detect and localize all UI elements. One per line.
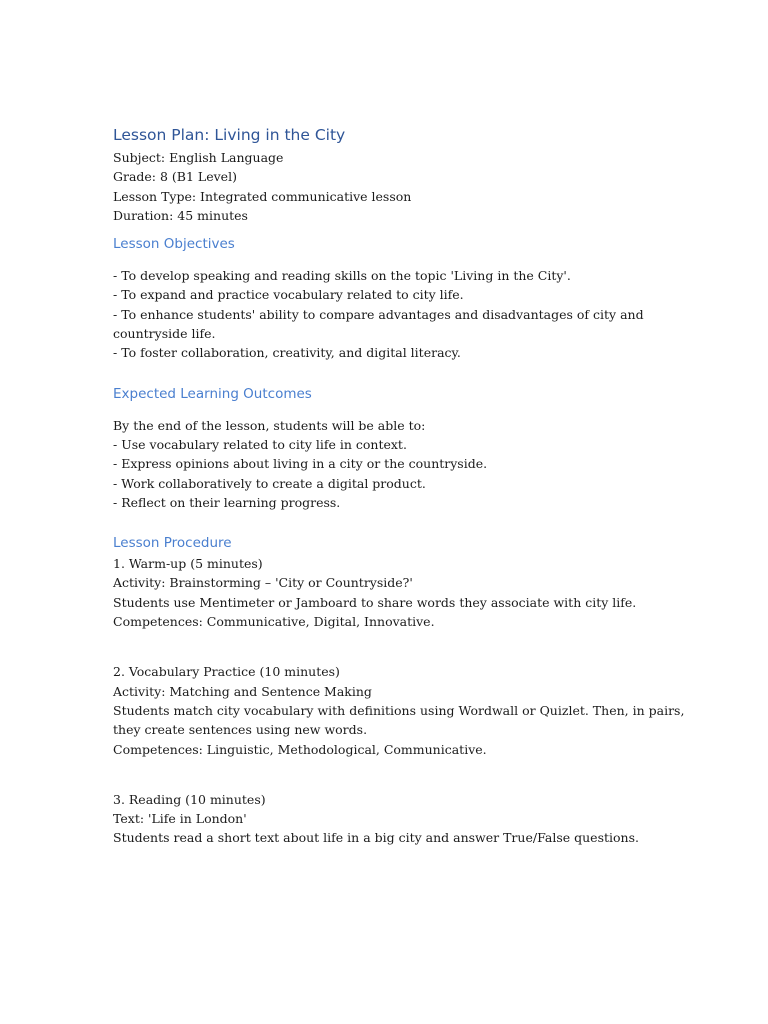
step-description-continued: they create sentences using new words. [113,722,368,738]
procedure-heading: Lesson Procedure [113,535,232,552]
step-competences: Competences: Linguistic, Methodological, Communicative. [113,741,487,757]
objective-item: - To develop speaking and reading skills on the topic 'Living in the City'. [113,268,571,284]
document-body [113,122,685,848]
step-activity: Text: 'Life in London' [113,811,247,827]
procedure-step [113,790,673,848]
step-title: 1. Warm-up (5 minutes) [113,556,263,572]
info-duration: Duration: 45 minutes [113,207,248,223]
outcome-item: - Work collaboratively to create a digital product. [113,475,426,491]
objective-item: - To foster collaboration, creativity, and digital literacy. [113,345,461,361]
objectives-heading: Lesson Objectives [113,236,235,253]
info-grade: Grade: 8 (B1 Level) [113,169,237,185]
outcomes-intro: By the end of the lesson, students will be able to: [113,417,426,433]
step-title: 2. Vocabulary Practice (10 minutes) [113,664,340,680]
objective-item: - To enhance students' ability to compare advantages and disadvantages of city and [113,306,644,322]
procedure-step [113,662,685,758]
step-description: Students match city vocabulary with definitions using Wordwall or Quizlet. Then, in pairs, [113,702,685,718]
page-title: Lesson Plan: Living in the City [113,126,346,144]
outcome-item: - Reflect on their learning progress. [113,494,341,510]
outcome-item: - Use vocabulary related to city life in context. [113,436,407,452]
info-subject: Subject: English Language [113,150,284,165]
step-description: Students use Mentimeter or Jamboard to share words they associate with city life. [113,594,637,610]
step-title: 3. Reading (10 minutes) [113,791,266,807]
objective-item-continued: countryside life. [113,326,216,342]
outcome-item: - Express opinions about living in a city or the countryside. [113,456,488,472]
step-competences: Competences: Communicative, Digital, Innovative. [113,614,435,630]
step-description: Students read a short text about life in a big city and answer True/False questions. [113,830,639,846]
procedure-step [113,554,673,631]
info-lesson-type: Lesson Type: Integrated communicative lesson [113,188,412,204]
step-activity: Activity: Matching and Sentence Making [113,683,372,699]
outcomes-heading: Expected Learning Outcomes [113,385,312,402]
objective-item: - To expand and practice vocabulary related to city life. [113,287,464,303]
step-activity: Activity: Brainstorming – 'City or Countryside?' [113,575,413,591]
